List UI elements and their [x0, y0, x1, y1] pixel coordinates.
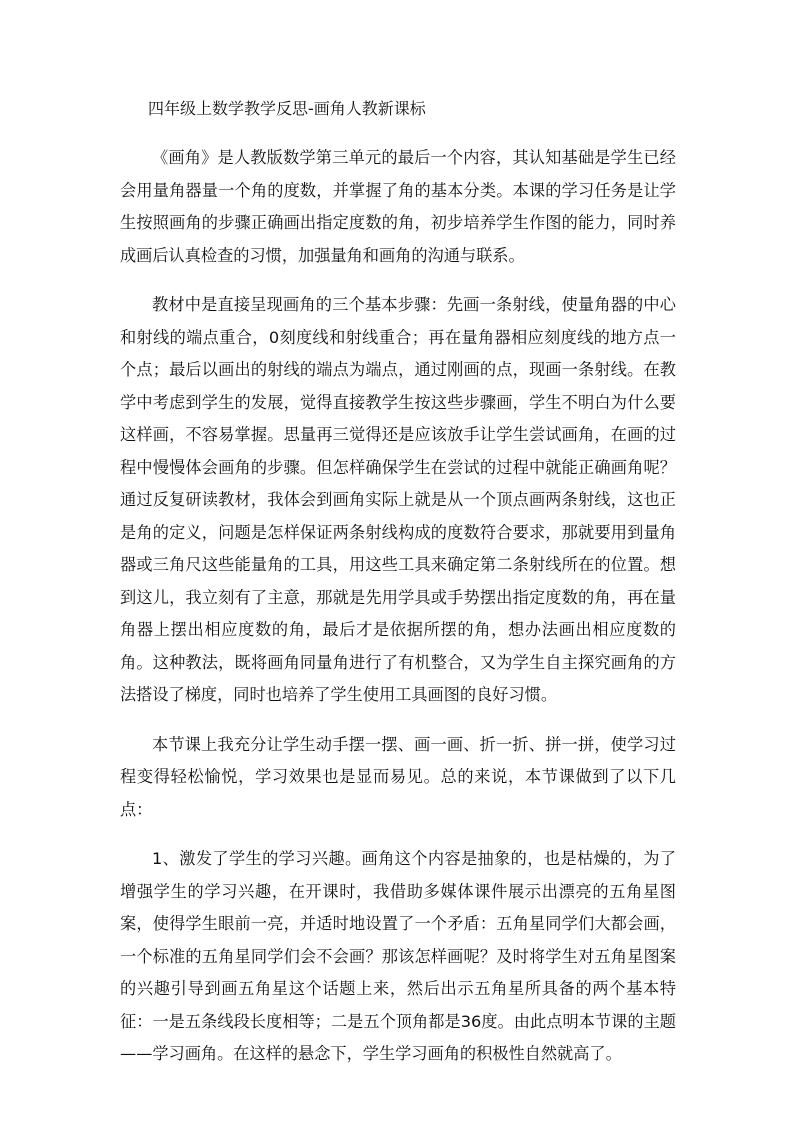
document-body	[120, 93, 676, 1088]
paragraph-intro: 《画角》是人教版数学第三单元的最后一个内容，其认知基础是学生已经会用量角器量一个角的度数，并掌握了角的基本分类。本课的学习任务是让学生按照画角的步骤正确画出指定度数的角，初步培养学生作图的能力，同时养成画后认真检查的习惯，加强量角和画角的沟通与联系。	[120, 148, 676, 265]
document-title: 四年级上数学教学反思-画角人教新课标	[148, 99, 426, 118]
paragraph-point-1: 1、激发了学生的学习兴趣。画角这个内容是抽象的，也是枯燥的，为了增强学生的学习兴趣，在开课时，我借助多媒体课件展示出漂亮的五角星图案，使得学生眼前一亮，并适时地设置了一个矛盾：五角星同学们大都会画，一个标准的五角星同学们会不会画？那该怎样画呢？及时将学生对五角星图案的兴趣引导到画五角星这个话题上来，然后出示五角星所具备的两个基本特征：一是五条线段长度相等；二是五个顶角都是36度。由此点明本节课的主题——学习画角。在这样的悬念下，学生学习画角的积极性自然就高了。	[120, 849, 676, 1063]
paragraph-teaching-steps: 教材中是直接呈现画角的三个基本步骤：先画一条射线，使量角器的中心和射线的端点重合，0刻度线和射线重合；再在量角器相应刻度线的地方点一个点；最后以画出的射线的端点为端点，通过刚画的点，现画一条射线。在教学中考虑到学生的发展，觉得直接教学生按这些步骤画，学生不明白为什么要这样画，不容易掌握。思量再三觉得还是应该放手让学生尝试画角，在画的过程中慢慢体会画角的步骤。但怎样确保学生在尝试的过程中就能正确画角呢？通过反复研读教材，我体会到画角实际上就是从一个顶点画两条射线，这也正是角的定义，问题是怎样保证两条射线构成的度数符合要求，那就要用到量角器或三角尺这些能量角的工具，用这些工具来确定第二条射线所在的位置。想到这儿，我立刻有了主意，那就是先用学具或手势摆出指定度数的角，再在量角器上摆出相应度数的角，最后才是依据所摆的角，想办法画出相应度数的角。这种教法，既将画角同量角进行了有机整合，又为学生自主探究画角的方法搭设了梯度，同时也培养了学生使用工具画图的良好习惯。	[120, 295, 676, 704]
paragraph-summary: 本节课上我充分让学生动手摆一摆、画一画、折一折、拼一拼，使学习过程变得轻松愉悦，学习效果也是显而易见。总的来说，本节课做到了以下几点：	[120, 734, 676, 819]
